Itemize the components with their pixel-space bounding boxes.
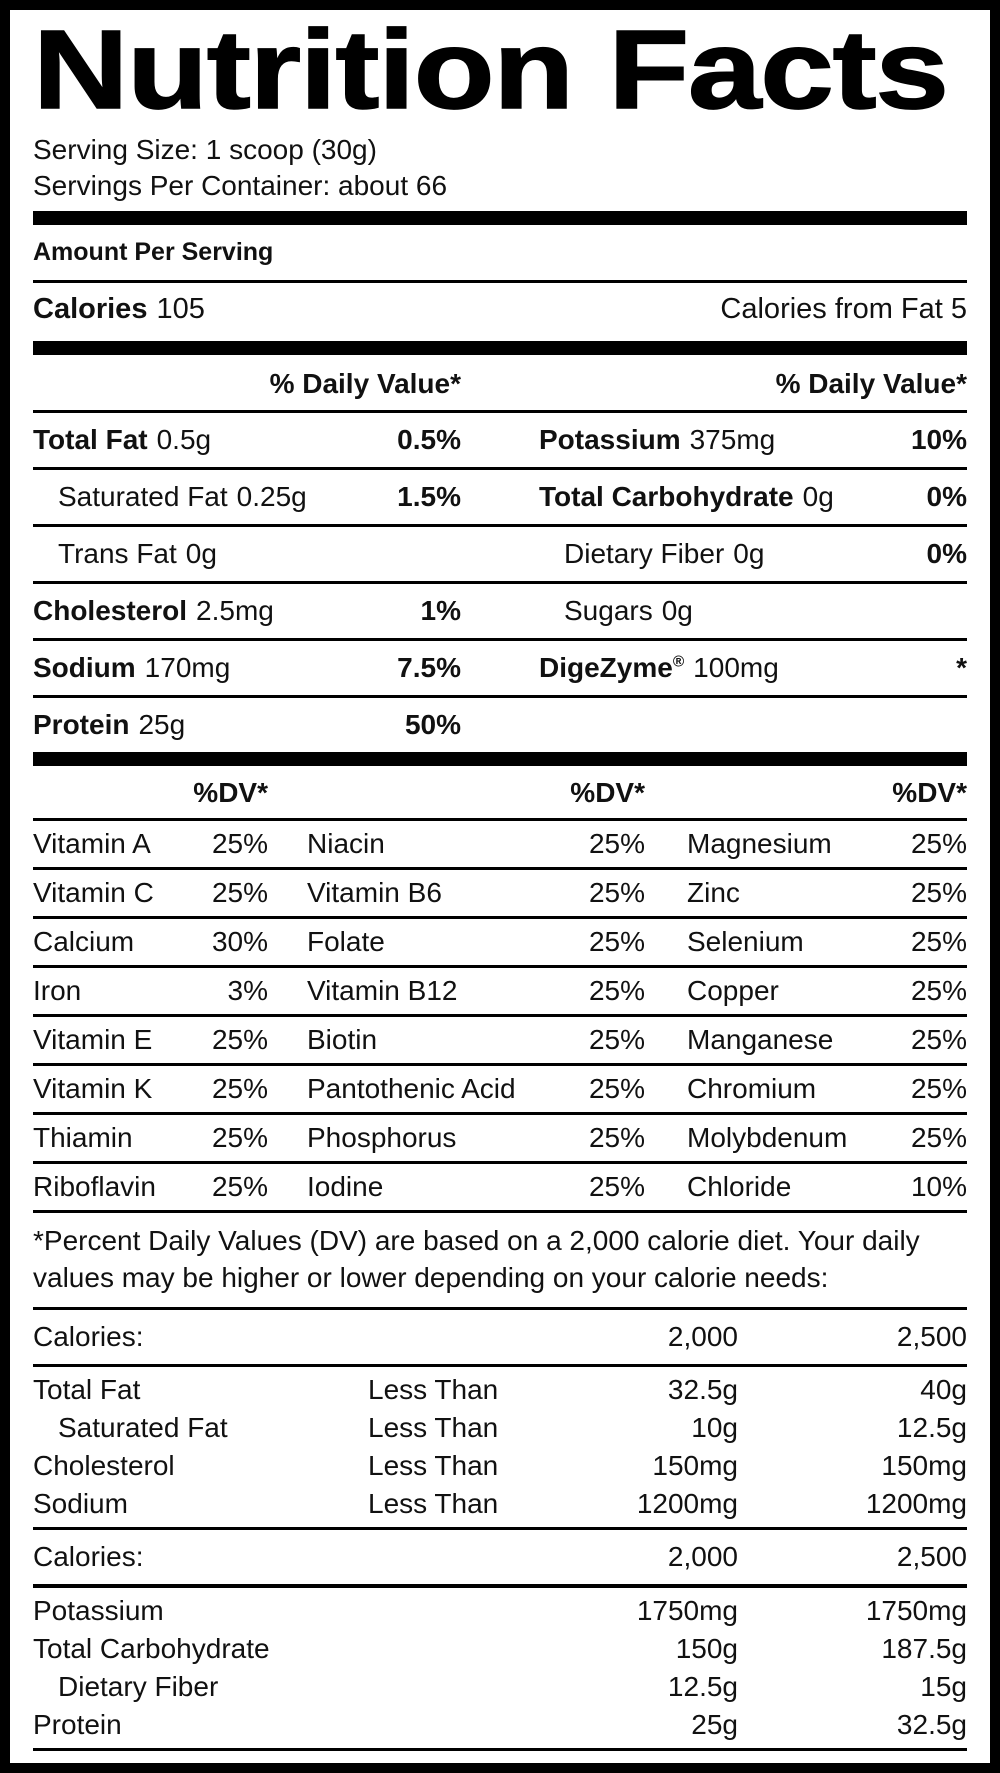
reference-label: Cholesterol	[33, 1449, 175, 1481]
vitamin-name: Molybdenum	[687, 1122, 848, 1154]
reference-label: Calories:	[33, 1320, 144, 1352]
vitamin-dv: 25%	[211, 828, 268, 860]
vitamin-name: Riboflavin	[33, 1171, 156, 1203]
vitamin-name: Vitamin K	[33, 1073, 153, 1105]
reference-label: Calories:	[33, 1540, 144, 1572]
reference-value-2000: 1200mg	[636, 1487, 738, 1519]
nutrient-name: Sodium 170mg	[33, 652, 231, 684]
reference-operator: Less Than	[368, 1449, 499, 1481]
reference-calories-row	[33, 1530, 967, 1584]
nutrient-dv: *	[956, 652, 967, 684]
vitamin-row	[33, 968, 967, 1014]
divider-thin	[33, 1748, 967, 1751]
vitamin-name: Niacin	[307, 828, 385, 860]
vitamin-row	[33, 919, 967, 965]
daily-values-footnote: *Percent Daily Values (DV) are based on a 2,000 calorie diet. Your daily values may be higher or lower depending on your calorie needs:	[33, 1225, 920, 1293]
vitamin-dv: 25%	[588, 1024, 645, 1056]
nutrient-row	[33, 641, 967, 695]
reference-calories-row	[33, 1310, 967, 1364]
reference-label: Dietary Fiber	[58, 1670, 219, 1702]
dv-header: %DV*	[892, 777, 967, 809]
reference-value-2500: 187.5g	[881, 1632, 967, 1664]
vitamin-name: Phosphorus	[307, 1122, 457, 1154]
nutrient-name: Total Carbohydrate 0g	[539, 481, 834, 513]
reference-value-2000: 2,000	[667, 1320, 738, 1352]
serving-size-line: Serving Size: 1 scoop (30g)	[33, 134, 377, 165]
dv-header: %DV*	[193, 777, 268, 809]
nutrient-name: Potassium 375mg	[539, 424, 776, 456]
vitamin-dv: 25%	[588, 1171, 645, 1203]
vitamin-row	[33, 1164, 967, 1210]
vitamin-name: Vitamin B6	[307, 877, 442, 909]
daily-value-header-left: % Daily Value*	[269, 368, 461, 400]
daily-value-header-row	[33, 355, 967, 410]
nutrient-dv: 10%	[910, 424, 967, 456]
vitamin-name: Calcium	[33, 926, 135, 958]
vitamin-dv: 25%	[910, 877, 967, 909]
nutrient-row	[33, 413, 967, 467]
vitamin-name: Pantothenic Acid	[307, 1073, 516, 1105]
nutrient-name: Total Fat 0.5g	[33, 424, 212, 456]
nutrient-dv: 0%	[926, 538, 967, 570]
reference-row	[33, 1668, 967, 1706]
nutrient-name: Protein 25g	[33, 709, 186, 741]
vitamin-dv: 25%	[211, 1171, 268, 1203]
vitamin-row	[33, 1115, 967, 1161]
calories-from-fat: Calories from Fat 5	[720, 293, 967, 326]
vitamin-name: Magnesium	[687, 828, 832, 860]
reference-row	[33, 1592, 967, 1630]
reference-value-2500: 32.5g	[896, 1708, 967, 1740]
reference-value-2500: 15g	[920, 1670, 967, 1702]
reference-row	[33, 1485, 967, 1523]
vitamin-dv: 3%	[227, 975, 268, 1007]
reference-value-2500: 1200mg	[865, 1487, 967, 1519]
vitamin-name: Iodine	[307, 1171, 384, 1203]
reference-value-2500: 40g	[920, 1373, 967, 1405]
reference-value-2000: 150g	[675, 1632, 738, 1664]
reference-value-2000: 150mg	[652, 1449, 738, 1481]
vitamin-dv: 25%	[211, 1024, 268, 1056]
vitamin-name: Folate	[307, 926, 385, 958]
vitamin-name: Thiamin	[33, 1122, 133, 1154]
vitamin-name: Chromium	[687, 1073, 817, 1105]
vitamin-row	[33, 870, 967, 916]
page-title: Nutrition Facts	[33, 7, 948, 132]
vitamin-dv: 25%	[588, 877, 645, 909]
nutrient-name: Dietary Fiber 0g	[564, 538, 765, 570]
nutrient-dv: 1%	[420, 595, 461, 627]
reference-label: Potassium	[33, 1594, 164, 1626]
reference-value-2500: 2,500	[896, 1320, 967, 1352]
vitamin-name: Iron	[33, 975, 82, 1007]
vitamin-name: Vitamin A	[33, 828, 151, 860]
nutrient-dv: 0.5%	[397, 424, 461, 456]
nutrient-dv: 50%	[404, 709, 461, 741]
registered-trademark-mark: ®	[672, 653, 685, 671]
nutrient-name: Cholesterol 2.5mg	[33, 595, 274, 627]
reference-value-2000: 2,000	[667, 1540, 738, 1572]
nutrient-name: DigeZyme® 100mg	[539, 652, 779, 684]
vitamin-dv: 25%	[588, 1122, 645, 1154]
reference-value-2000: 25g	[691, 1708, 738, 1740]
serving-info	[33, 132, 967, 203]
vitamin-dv: 25%	[588, 926, 645, 958]
vitamin-dv: 25%	[588, 828, 645, 860]
reference-label: Saturated Fat	[58, 1411, 228, 1443]
vitamin-name: Vitamin B12	[307, 975, 458, 1007]
vitamin-dv: 25%	[588, 975, 645, 1007]
vitamin-dv: 10%	[910, 1171, 967, 1203]
vitamin-name: Copper	[687, 975, 779, 1007]
reference-row	[33, 1706, 967, 1744]
reference-value-2000: 1750mg	[636, 1594, 738, 1626]
reference-label: Total Carbohydrate	[33, 1632, 270, 1664]
vitamin-dv: 25%	[211, 1122, 268, 1154]
nutrient-name: Sugars 0g	[564, 595, 693, 627]
calories-value: Calories 105	[33, 293, 205, 326]
reference-operator: Less Than	[368, 1411, 499, 1443]
reference-operator: Less Than	[368, 1373, 499, 1405]
reference-row	[33, 1409, 967, 1447]
vitamin-row	[33, 821, 967, 867]
divider-thick	[33, 211, 967, 225]
vitamin-dv: 25%	[910, 828, 967, 860]
dv-header: %DV*	[570, 777, 645, 809]
nutrient-dv: 7.5%	[397, 652, 461, 684]
vitamin-name: Zinc	[687, 877, 740, 909]
reference-label: Total Fat	[33, 1373, 141, 1405]
divider-thick	[33, 752, 967, 766]
calories-row	[33, 283, 967, 341]
nutrient-dv: 1.5%	[397, 481, 461, 513]
vitamin-name: Vitamin C	[33, 877, 154, 909]
nutrient-row	[33, 584, 967, 638]
reference-value-2500: 1750mg	[865, 1594, 967, 1626]
reference-row	[33, 1630, 967, 1668]
servings-per-container-line: Servings Per Container: about 66	[33, 169, 448, 201]
reference-value-2500: 2,500	[896, 1540, 967, 1572]
vitamin-name: Vitamin E	[33, 1024, 153, 1056]
vitamin-dv: 30%	[211, 926, 268, 958]
vitamin-name: Chloride	[687, 1171, 792, 1203]
reference-label: Sodium	[33, 1487, 128, 1519]
vitamin-name: Biotin	[307, 1024, 378, 1056]
reference-label: Protein	[33, 1708, 122, 1740]
nutrient-dv: 0%	[926, 481, 967, 513]
vitamins-header-row	[33, 766, 967, 818]
vitamin-row	[33, 1017, 967, 1063]
reference-value-2000: 10g	[691, 1411, 738, 1443]
vitamin-dv: 25%	[211, 1073, 268, 1105]
reference-row	[33, 1447, 967, 1485]
vitamin-dv: 25%	[910, 1073, 967, 1105]
amount-per-serving-heading: Amount Per Serving	[33, 238, 274, 267]
vitamin-name: Selenium	[687, 926, 804, 958]
nutrient-row	[33, 527, 967, 581]
vitamin-dv: 25%	[910, 975, 967, 1007]
reference-value-2500: 12.5g	[896, 1411, 967, 1443]
reference-value-2000: 32.5g	[667, 1373, 738, 1405]
reference-operator: Less Than	[368, 1487, 499, 1519]
reference-value-2000: 12.5g	[667, 1670, 738, 1702]
reference-row	[33, 1371, 967, 1409]
vitamin-dv: 25%	[211, 877, 268, 909]
nutrient-name: Trans Fat 0g	[58, 538, 217, 570]
nutrient-name: Saturated Fat 0.25g	[58, 481, 307, 513]
vitamin-dv: 25%	[910, 1024, 967, 1056]
nutrient-row	[33, 698, 967, 752]
divider-thick	[33, 341, 967, 355]
reference-value-2500: 150mg	[881, 1449, 967, 1481]
vitamin-row	[33, 1066, 967, 1112]
vitamin-dv: 25%	[910, 926, 967, 958]
vitamin-dv: 25%	[588, 1073, 645, 1105]
daily-value-header-right: % Daily Value*	[775, 368, 967, 400]
vitamin-name: Manganese	[687, 1024, 834, 1056]
vitamin-dv: 25%	[910, 1122, 967, 1154]
nutrient-row	[33, 470, 967, 524]
